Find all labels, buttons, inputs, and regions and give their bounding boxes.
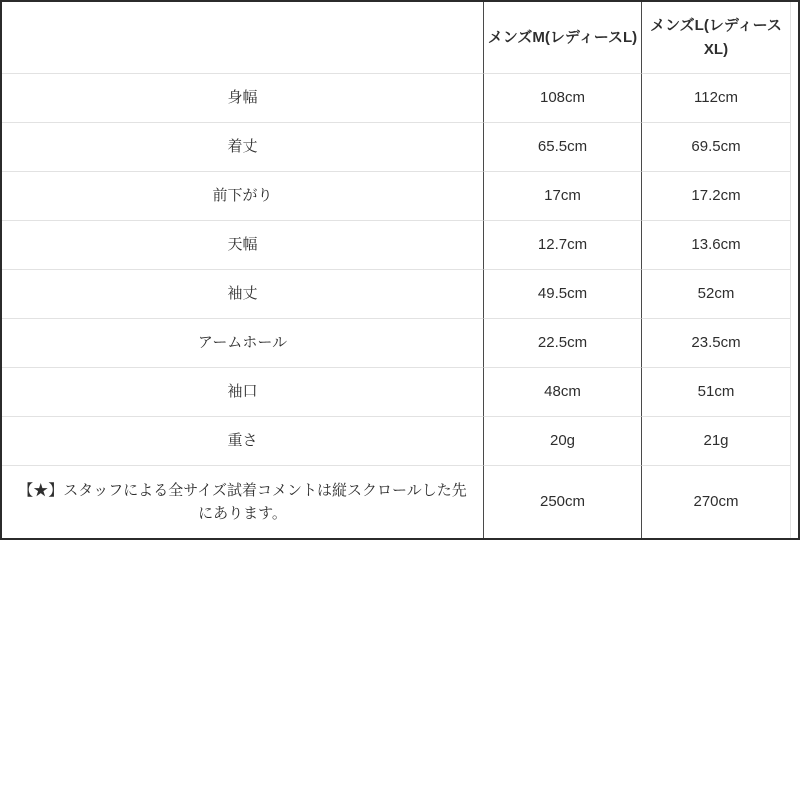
spec-label-cell: 身幅 — [2, 74, 484, 123]
header-col-mens-m: メンズM(レディースL) — [484, 2, 642, 74]
right-gutter — [790, 2, 798, 74]
right-gutter — [790, 466, 798, 538]
value-cell-mens-m: 12.7cm — [484, 221, 642, 270]
table-row — [2, 466, 798, 538]
value-cell-mens-m: 20g — [484, 417, 642, 466]
value-cell-mens-m: 17cm — [484, 172, 642, 221]
table-row — [2, 172, 798, 221]
value-cell-mens-m: 108cm — [484, 74, 642, 123]
value-cell-mens-m: 48cm — [484, 368, 642, 417]
value-cell-mens-l: 112cm — [642, 74, 790, 123]
table-row — [2, 417, 798, 466]
value-cell-mens-m: 49.5cm — [484, 270, 642, 319]
value-cell-mens-l: 23.5cm — [642, 319, 790, 368]
right-gutter — [790, 172, 798, 221]
table-row — [2, 123, 798, 172]
table-row — [2, 319, 798, 368]
table-row — [2, 221, 798, 270]
header-spec-name-cell — [2, 2, 484, 74]
value-cell-mens-l: 21g — [642, 417, 790, 466]
header-col-mens-l: メンズL(レディースXL) — [642, 2, 790, 74]
table-row — [2, 368, 798, 417]
value-cell-mens-l: 69.5cm — [642, 123, 790, 172]
spec-label-cell: 袖丈 — [2, 270, 484, 319]
right-gutter — [790, 319, 798, 368]
table-header-row — [2, 2, 798, 74]
right-gutter — [790, 417, 798, 466]
right-gutter — [790, 270, 798, 319]
value-cell-mens-m: 22.5cm — [484, 319, 642, 368]
spec-label-cell: 重さ — [2, 417, 484, 466]
value-cell-mens-l: 17.2cm — [642, 172, 790, 221]
value-cell-mens-l: 52cm — [642, 270, 790, 319]
value-cell-mens-l: 270cm — [642, 466, 790, 538]
table-row — [2, 74, 798, 123]
right-gutter — [790, 368, 798, 417]
spec-label-cell: 着丈 — [2, 123, 484, 172]
spec-label-cell: 前下がり — [2, 172, 484, 221]
table-row — [2, 270, 798, 319]
right-gutter — [790, 123, 798, 172]
right-gutter — [790, 221, 798, 270]
value-cell-mens-m: 65.5cm — [484, 123, 642, 172]
right-gutter — [790, 74, 798, 123]
value-cell-mens-l: 51cm — [642, 368, 790, 417]
value-cell-mens-l: 13.6cm — [642, 221, 790, 270]
spec-label-cell: アームホール — [2, 319, 484, 368]
spec-label-cell: 【★】スタッフによる全サイズ試着コメントは縦スクロールした先にあります。 — [2, 466, 484, 538]
spec-label-cell: 袖口 — [2, 368, 484, 417]
spec-label-cell: 天幅 — [2, 221, 484, 270]
value-cell-mens-m: 250cm — [484, 466, 642, 538]
